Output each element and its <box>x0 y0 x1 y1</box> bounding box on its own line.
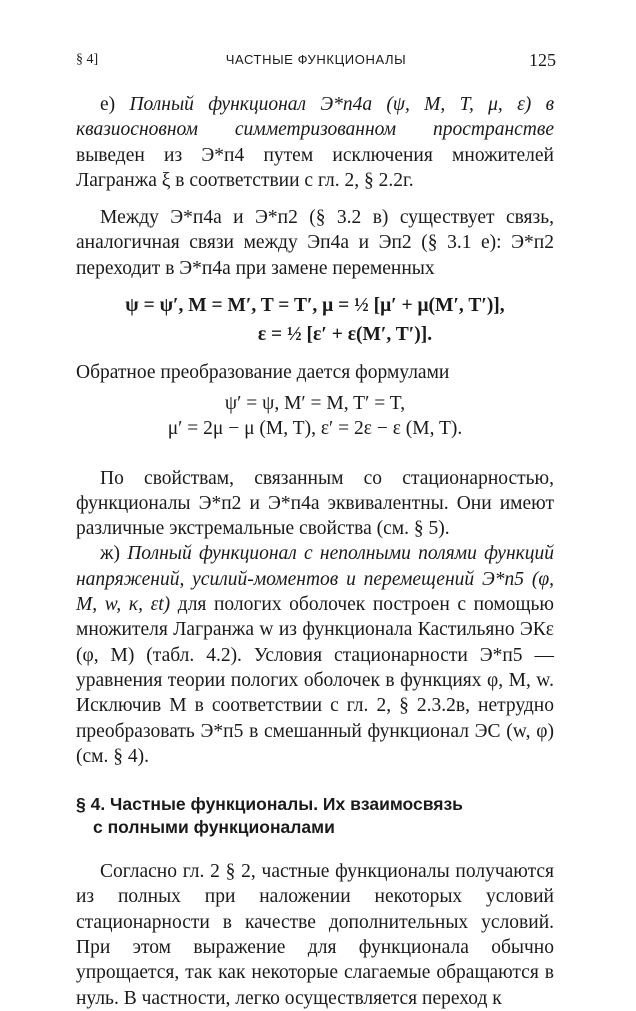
paragraph-e-italic-2: в квазиосновном симметризованном пространстве <box>76 94 555 141</box>
formula-1-line-2: ε = ½ [ε′ + ε(M′, T′)]. <box>257 324 433 346</box>
paragraph-zh-label: ж) <box>100 543 120 565</box>
section-heading-line-2: с полными функционалами <box>93 817 335 838</box>
paragraph-zh-functional: Э*п5 (φ, M, w, κ, εt) <box>76 568 554 616</box>
paragraph-e-functional: Э*п4а (ψ, M, T, μ, ε) <box>320 94 532 115</box>
formula-2-line-2: μ′ = 2μ − μ (M, T), ε′ = 2ε − ε (M, T). <box>167 418 463 440</box>
paragraph-inverse: Обратное преобразование дается формулами <box>76 361 450 383</box>
paragraph-last: Согласно гл. 2 § 2, частные функционалы получаются из полных при наложении некоторых условий стационарности в качестве дополнительных условий. При этом выражение для функционала обычно упрощается, так как некоторые слагаемые обращаются в нуль. В частности, легко осуществляется переход к <box>76 861 554 1009</box>
running-header <box>76 50 556 74</box>
page-number: 125 <box>529 50 556 70</box>
paragraph-zh <box>76 541 554 769</box>
formula-1-line-1: ψ = ψ′, M = M′, T = T′, μ = ½ [μ′ + μ(M′, T′)], <box>125 295 505 317</box>
paragraph-e-rest: выведен из Э*п4 путем исключения множителей Лагранжа ξ в соответствии с гл. 2, § 2.2г. <box>76 144 554 191</box>
section-heading-line-1: § 4. Частные функционалы. Их взаимосвязь <box>76 794 463 815</box>
paragraph-e-italic-1: Полный функционал <box>129 94 307 115</box>
header-section: § 4] <box>76 52 99 67</box>
paragraph-e-label: е) <box>100 94 116 115</box>
formula-2-line-1: ψ′ = ψ, M′ = M, T′ = T, <box>224 392 406 414</box>
paragraph-properties: По свойствам, связанным со стационарностью, функционалы Э*п2 и Э*п4а эквивалентны. Они имеют различные экстремальные свойства (см. § 5). <box>76 467 554 540</box>
paragraph-zh-italic: Полный функционал с неполными полями функций напряжений, усилий-моментов и перемещений <box>76 543 554 590</box>
header-title: ЧАСТНЫЕ ФУНКЦИОНАЛЫ <box>225 52 407 67</box>
paragraph-between: Между Э*п4а и Э*п2 (§ 3.2 в) существует связь, аналогичная связи между Эп4а и Эп2 (§ 3.1 е): Э*п2 переходит в Э*п4а при замене переменных <box>76 207 554 279</box>
paragraph-zh-rest: для пологих оболочек построен с помощью множителя Лагранжа w из функционала Кастильяно ЭКε (φ, M) (табл. 4.2). Условия стационарности Э*п5 — уравнения теории пологих оболочек в функциях φ, M, w. Исключив M в соответствии с гл. 2, § 2.3.2в, нетрудно преобразовать Э*п5 в смешанный функционал ЭС (w, φ) (см. § 4). <box>76 594 554 767</box>
section-heading <box>76 793 554 839</box>
page-body <box>76 92 554 1011</box>
paragraph-e <box>76 92 554 193</box>
